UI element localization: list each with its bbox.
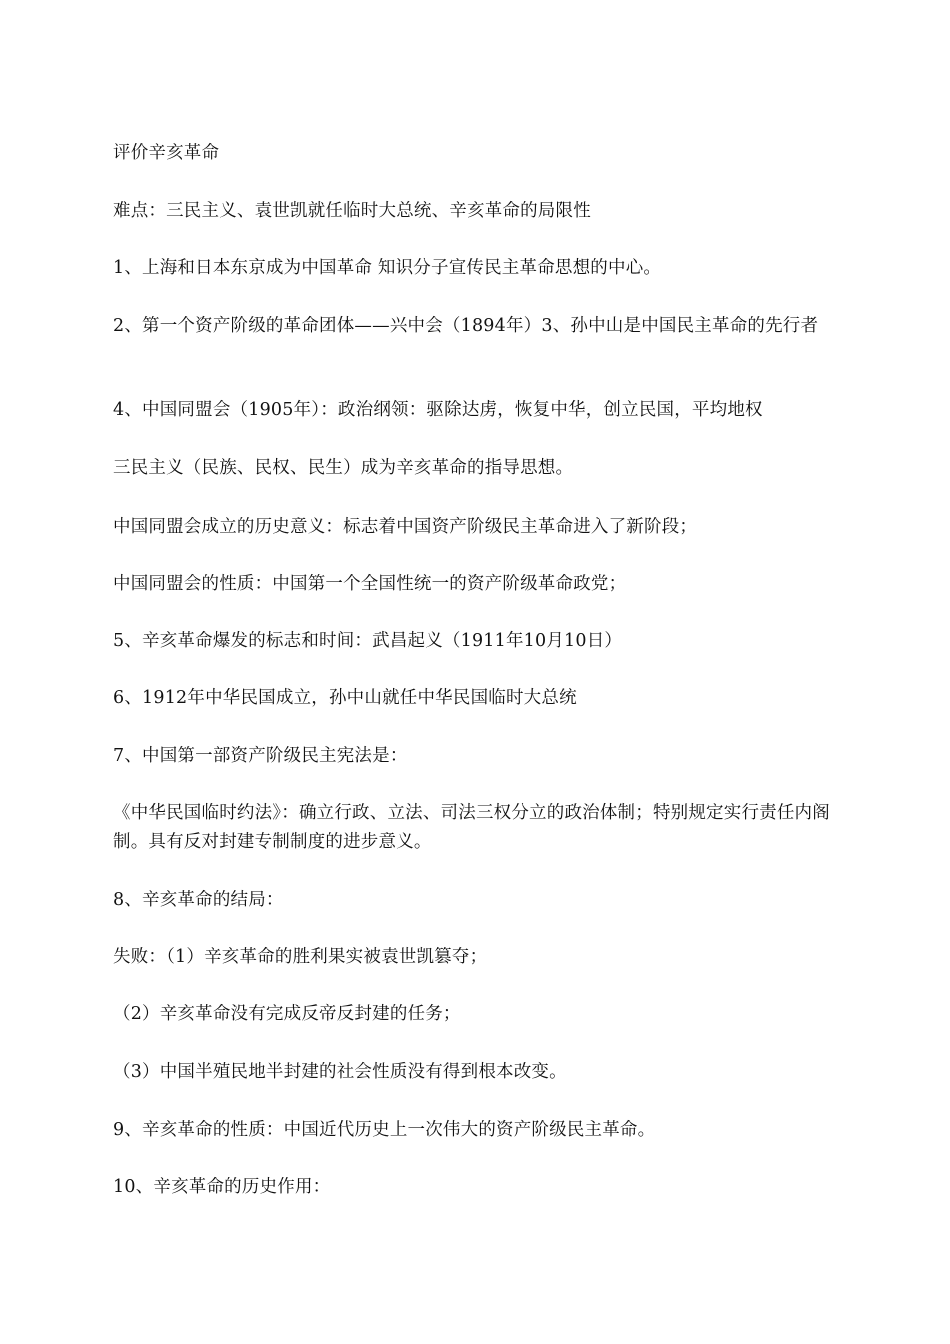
- paragraph-league-nature: 中国同盟会的性质：中国第一个全国性统一的资产阶级革命政党；: [113, 574, 627, 594]
- paragraph-item-2: 2、第一个资产阶级的革命团体——兴中会（1894年）3、孙中山是中国民主革命的先行者: [113, 316, 819, 336]
- paragraph-item-5: 5、辛亥革命爆发的标志和时间：武昌起义（1911年10月10日）: [113, 631, 623, 651]
- paragraph-item-9: 9、辛亥革命的性质：中国近代历史上一次伟大的资产阶级民主革命。: [113, 1120, 656, 1140]
- paragraph-provisional-constitution: 《中华民国临时约法》：确立行政、立法、司法三权分立的政治体制；特别规定实行责任内阁制。具有反对封建专制制度的进步意义。: [113, 803, 830, 852]
- paragraph-failure-1: 失败：（1）辛亥革命的胜利果实被袁世凯篡夺；: [113, 947, 488, 967]
- paragraph-league-significance: 中国同盟会成立的历史意义：标志着中国资产阶级民主革命进入了新阶段；: [113, 517, 698, 537]
- difficulty-line: 难点：三民主义、袁世凯就任临时大总统、辛亥革命的局限性: [113, 201, 591, 221]
- paragraph-item-4: 4、中国同盟会（1905年）：政治纲领：驱除达虏，恢复中华，创立民国，平均地权: [113, 400, 763, 420]
- document-title: 评价辛亥革命: [113, 143, 220, 163]
- paragraph-item-10: 10、辛亥革命的历史作用：: [113, 1177, 331, 1197]
- paragraph-three-principles: 三民主义（民族、民权、民生）成为辛亥革命的指导思想。: [113, 458, 574, 478]
- paragraph-item-7: 7、中国第一部资产阶级民主宪法是：: [113, 746, 408, 766]
- paragraph-failure-2: （2）辛亥革命没有完成反帝反封建的任务；: [113, 1004, 461, 1024]
- paragraph-failure-3: （3）中国半殖民地半封建的社会性质没有得到根本改变。: [113, 1062, 567, 1082]
- paragraph-item-6: 6、1912年中华民国成立，孙中山就任中华民国临时大总统: [113, 688, 577, 708]
- paragraph-item-8: 8、辛亥革命的结局：: [113, 890, 284, 910]
- paragraph-item-1: 1、上海和日本东京成为中国革命 知识分子宣传民主革命思想的中心。: [113, 258, 662, 278]
